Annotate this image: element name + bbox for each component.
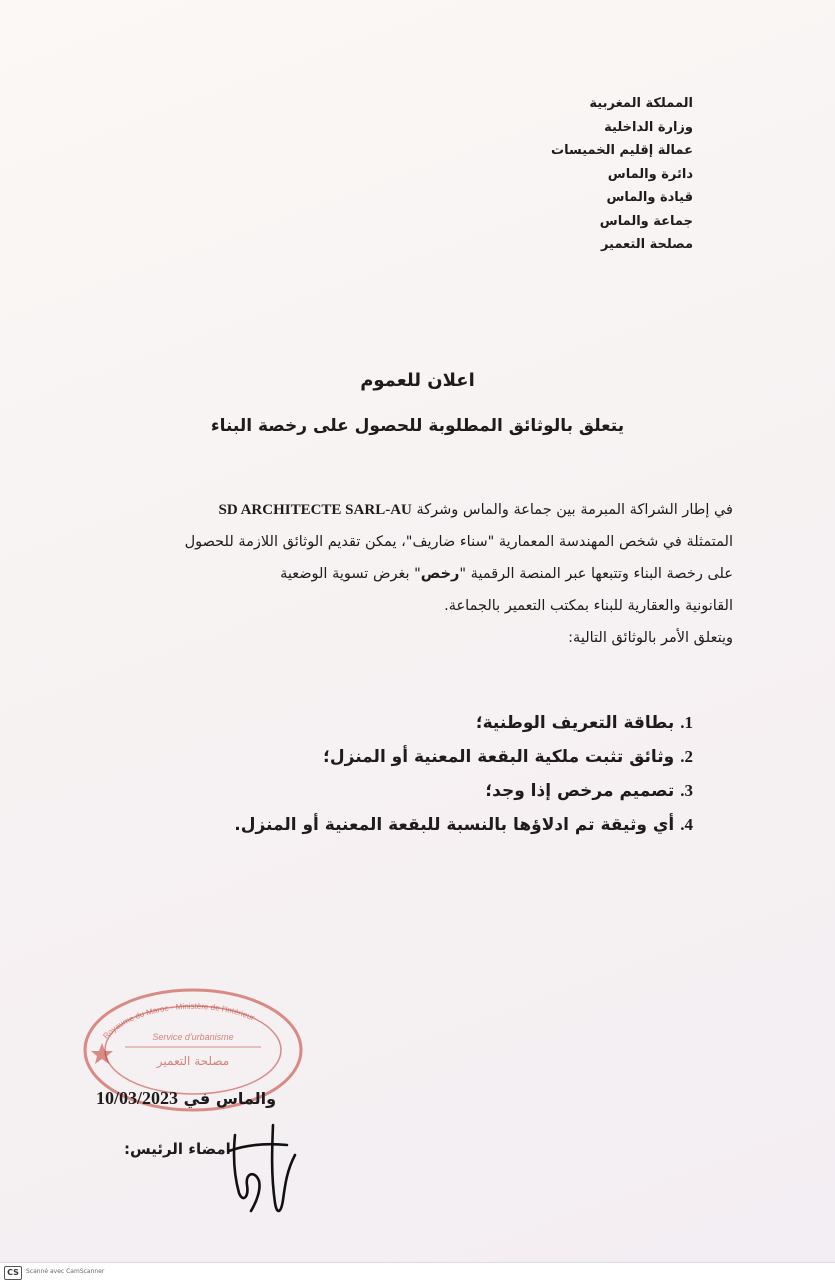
date-value: 10/03/2023: [96, 1088, 179, 1108]
body-line-4: القانونية والعقارية للبناء بمكتب التعمير بالجماعة.: [444, 598, 733, 614]
list-item: [133, 808, 693, 842]
stamp-inner-fr: Service d'urbanisme: [152, 1032, 234, 1042]
letterhead-line: عمالة إقليم الخميسات: [551, 143, 693, 158]
signature-label: امضاء الرئيس:: [124, 1140, 231, 1158]
notice-title: اعلان للعموم: [360, 370, 475, 391]
letterhead-line: جماعة والماس: [599, 213, 693, 229]
letterhead-line: قيادة والماس: [606, 190, 693, 205]
date-place: والماس في: [183, 1089, 277, 1108]
stamp-inner-ar: مصلحة التعمير: [156, 1054, 230, 1068]
body-line-3a: على رخصة البناء وتتبعها عبر المنصة الرقمية ": [459, 566, 733, 582]
required-documents-list: [133, 706, 693, 842]
body-line-2: المتمثلة في شخص المهندسة المعمارية "سناء ضاريف"، يمكن تقديم الوثائق اللازمة للحصول: [184, 534, 733, 550]
list-text: وثائق تثبت ملكية البقعة المعنية أو المنزل؛: [323, 747, 675, 767]
date-line: [96, 1088, 276, 1109]
notice-subtitle: يتعلق بالوثائق المطلوبة للحصول على رخصة البناء: [210, 416, 625, 436]
camscanner-logo-icon: CS: [4, 1266, 22, 1280]
star-emblem: [91, 1043, 113, 1064]
body-line-3b: " بغرض تسوية الوضعية: [280, 566, 421, 582]
list-number: 1.: [680, 713, 693, 732]
letterhead-line: دائرة والماس: [607, 166, 693, 182]
platform-name: رخص: [420, 566, 460, 582]
list-item: [133, 740, 693, 774]
scanner-credit: Scanné avec CamScanner: [26, 1268, 105, 1275]
list-text: أي وثيقة تم ادلاؤها بالنسبة للبقعة المعنية أو المنزل.: [234, 815, 675, 835]
letterhead-line: المملكة المغربية: [589, 96, 693, 111]
scanner-footer: [0, 1262, 835, 1281]
letterhead: [453, 92, 693, 257]
handwritten-signature: [225, 1115, 315, 1230]
body-line-1: [123, 494, 733, 526]
stamp-outer-text: Royaume du Maroc - Ministère de l'Intérieur: [101, 1001, 256, 1041]
body-line-1-text: في إطار الشراكة المبرمة بين جماعة والماس وشركة: [416, 502, 733, 518]
list-number: 3.: [680, 781, 693, 800]
company-name: SD ARCHITECTE SARL-AU: [218, 502, 412, 518]
notice-body: [123, 494, 733, 654]
letterhead-line: مصلحة التعمير: [600, 237, 693, 252]
list-text: تصميم مرخص إذا وجد؛: [485, 781, 675, 801]
body-line-3: [123, 558, 733, 590]
list-item: [133, 706, 693, 740]
list-number: 2.: [680, 747, 693, 766]
body-line-5: ويتعلق الأمر بالوثائق التالية:: [568, 630, 733, 646]
list-item: [133, 774, 693, 808]
list-text: بطاقة التعريف الوطنية؛: [475, 713, 675, 733]
letterhead-line: وزارة الداخلية: [604, 119, 693, 135]
list-number: 4.: [680, 815, 693, 834]
